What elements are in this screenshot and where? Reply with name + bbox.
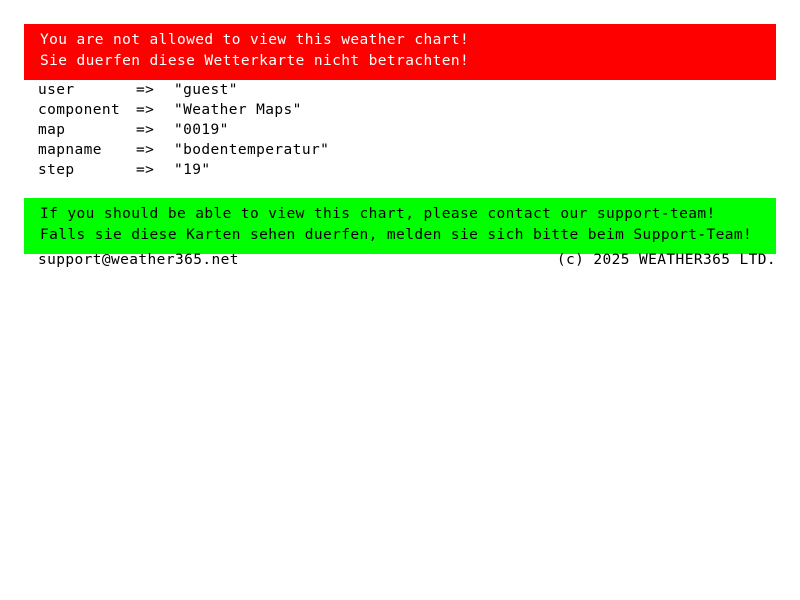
info-banner: [24, 198, 776, 254]
parameter-value: "guest": [174, 82, 238, 98]
info-banner-line-en: If you should be able to view this chart, please contact our support-team!: [40, 206, 716, 222]
parameter-value: "Weather Maps": [174, 102, 302, 118]
footer: [38, 250, 776, 270]
parameter-arrow: =>: [136, 142, 155, 158]
error-banner: [24, 24, 776, 80]
info-banner-line-de: Falls sie diese Karten sehen duerfen, melden sie sich bitte beim Support-Team!: [40, 227, 753, 243]
parameter-value: "0019": [174, 122, 229, 138]
parameter-row: [38, 140, 329, 160]
parameter-row: [38, 80, 329, 100]
parameter-arrow: =>: [136, 102, 155, 118]
parameter-value: "bodentemperatur": [174, 142, 330, 158]
parameter-row: [38, 120, 329, 140]
parameter-row: [38, 160, 329, 180]
error-banner-line-en: You are not allowed to view this weather chart!: [40, 32, 470, 48]
error-banner-line-de: Sie duerfen diese Wetterkarte nicht betrachten!: [40, 53, 470, 69]
parameter-key: mapname: [38, 142, 102, 158]
parameter-row: [38, 100, 329, 120]
parameter-arrow: =>: [136, 162, 155, 178]
parameter-list: [38, 80, 329, 180]
parameter-key: user: [38, 82, 75, 98]
parameter-key: component: [38, 102, 121, 118]
parameter-key: step: [38, 162, 75, 178]
parameter-arrow: =>: [136, 82, 155, 98]
parameter-key: map: [38, 122, 66, 138]
parameter-value: "19": [174, 162, 211, 178]
parameter-arrow: =>: [136, 122, 155, 138]
copyright-text: (c) 2025 WEATHER365 LTD.: [556, 252, 776, 268]
support-email-link[interactable]: support@weather365.net: [38, 252, 239, 268]
